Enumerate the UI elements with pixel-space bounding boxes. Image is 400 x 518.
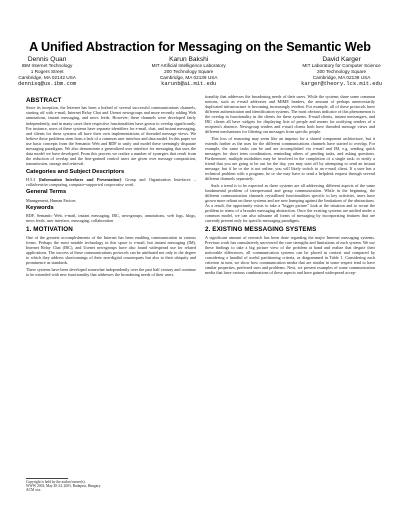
author-block: [18, 56, 382, 88]
categories-heading: Categories and Subject Descriptors: [26, 168, 125, 175]
motivation-heading: 1. MOTIVATION: [26, 226, 73, 234]
motivation-paragraph-1: One of the greatest accomplishments of the Internet has been enabling communication in various forms. Perhaps the most notable technology in this space is e-mail, but instant messaging (IM), Internet Relay Chat (IRC), and Usenet newsgroups have also found widespread use for related applications. The success of these communications protocols can be attributed not only to the degree to which they address shortcomings of their non-digital counterparts but also to their ubiquity and prominence as standards.: [26, 234, 196, 266]
author-1: [18, 56, 76, 88]
body-paragraph-2: This loss of reasoning may seem like an impetus for a shared component architecture, but it extends further as the uses for the different communications channels have started to overlap. For example, the same tasks can be and are accomplished via e-mail and IM, e.g. sending quick messages for short term coordination, reminding others of pending tasks, and asking questions. Furthermore, multiple modalities may be involved in the completion of a single task: to notify a friend that you are going to be out for the day, you may start off by attempting to send an instant message, but if he or she is not online, you will likely switch to an e-mail client. If a user has a technical problem with a program, he or she may have to send a helpdesk request through several different channels separately.: [205, 135, 375, 182]
keywords-heading: Keywords: [26, 205, 54, 212]
category-name: [Information Interfaces and Presentation]: [38, 176, 121, 182]
category-code: H.5.3: [26, 176, 36, 182]
author-name: Dennis Quan: [27, 56, 67, 63]
author-address: 200 Technology Square: [316, 69, 367, 75]
author-2: [152, 56, 226, 88]
category-subject: collaborative computing, computer-supported cooperative work.: [26, 181, 135, 187]
author-3: [301, 56, 382, 88]
author-affiliation: MIT Artificial Intelligence Laboratory: [151, 63, 226, 69]
copyright-footnote: [26, 478, 136, 493]
categories-text: [26, 177, 196, 187]
author-affiliation: IBM Internet Technology: [21, 63, 73, 69]
general-terms-heading: General Terms: [26, 189, 67, 196]
body-paragraph-1: tionality that addresses the broadening needs of their users. While the systems share some common notions, such as e-mail addresses and MIME headers, the amount of perhaps unnecessarily duplicated infrastructure is becoming increasingly evident. For example, all of these protocols have different authentication and identification systems. The most obvious indicator of this phenomenon is the overlap in functionality in the clients for these systems. E-mail clients, instant messengers, and IRC clients all have widgets for displaying lists of people and means for notifying senders of a recipient's absence. Newsgroup readers and e-mail clients both have threaded message views and different mechanisms for filtering out messages from specific people.: [205, 94, 375, 135]
author-name: David Karger: [322, 56, 361, 63]
paper-title: A Unified Abstraction for Messaging on the Semantic Web: [29, 40, 371, 54]
category-detail: : Group and Organization Interfaces –: [120, 176, 196, 182]
author-address: 200 Technology Square: [164, 69, 214, 75]
body-paragraph-4: A significant amount of research has been done regarding the major Internet messaging systems. Previous work has cumulatively uncovered the core strengths and limitations of each system. We use these findings to take a big picture view of the problem at hand and realize that despite their noticeable differences, all communication systems can be placed in context and compared by considering a handful of useful partitioning criteria, as diagrammed in Table 1. Considering each criterion in turn, we show how communication media that are similar in some respect tend to have similar properties, preferred uses and problems. Next, we present examples of some communication media that have various combinations of these aspects and have gained widespread accep-: [205, 234, 375, 276]
author-name: Karun Bakshi: [169, 56, 209, 63]
left-column: [26, 94, 196, 504]
motivation-paragraph-2: These systems have been developed somewhat independently over the past half century and continue to be extended with new functionality that addresses the broadening needs of their users.: [26, 266, 196, 277]
author-email: karger@theory.lcs.mit.edu: [301, 80, 382, 87]
author-address: 1 Rogers Street: [30, 69, 64, 75]
author-address: Cambridge, MA 02142 USA: [18, 74, 76, 80]
footnote-line: Copyright is held by the author/owner(s).: [26, 479, 86, 484]
abstract-text: Since its inception, the Internet has been a hotbed of several successful communications channels, starting off with e-mail, Internet Relay Chat and Usenet newsgroups and more recently adding Web annotations, instant messaging, and news feeds. However, these channels were developed fairly independently, and in many cases their respective functionalities have grown to overlap significantly. For instance, users of these systems have separate identifiers for e-mail, chat, and instant messaging, and clients for these systems all have their own implementations of threaded message views. We believe these problems stem from a lack of a common user interface and data model. In this paper we use basic concepts from the Semantic Web and RDF to unify and model these seemingly disparate messaging paradigms. We also demonstrate a generalized user interface for messaging that uses the data model we have developed. From this process we realize a number of synergies that result from the reduction of overlap and the fine-grained control users are given over message composition, transmission, storage and retrieval.: [26, 105, 196, 166]
footnote-line: WWW 2003, May 20-24, 2003, Budapest, Hungary.: [26, 484, 102, 489]
right-column: [205, 94, 375, 504]
author-email: karunb@ai.mit.edu: [161, 80, 217, 87]
author-address: Cambridge, MA 02139 USA: [312, 74, 371, 80]
footnote-line: ACM xxx.: [26, 488, 42, 493]
author-address: Cambridge, MA 02139 USA: [159, 74, 218, 80]
general-terms-text: Management, Human Factors: [26, 197, 76, 203]
keywords-text: RDF, Semantic Web, e-mail, instant messaging, IRC, newsgroups, annotations, web logs, blogs, news feeds, user interface, messaging, collaboration: [26, 213, 196, 224]
existing-systems-heading: 2. EXISTING MESSAGING SYSTEMS: [205, 225, 317, 233]
author-affiliation: MIT Laboratory for Computer Science: [302, 63, 381, 69]
abstract-heading: ABSTRACT: [26, 96, 62, 104]
footnote-rule: [26, 478, 68, 479]
body-paragraph-3: Such a trend is to be expected as these systems are all addressing different aspects of the same fundamental problem of interpersonal and group communication. While in the beginning, the different communication channels crystallized functionalities specific to key activities, users have grown more reliant on these systems and are now bumping against the limitations of the abstractions. As a result, the opportunity exists to take a "bigger picture" look at the situation and to recast the problem in terms of a broader messaging abstraction. Once the existing systems are unified under a common model, we can also subsume all forms of messaging by incorporating features that are currently present only for specific messaging paradigms.: [205, 182, 375, 224]
author-email: dennisq@us.ibm.com: [18, 80, 77, 87]
